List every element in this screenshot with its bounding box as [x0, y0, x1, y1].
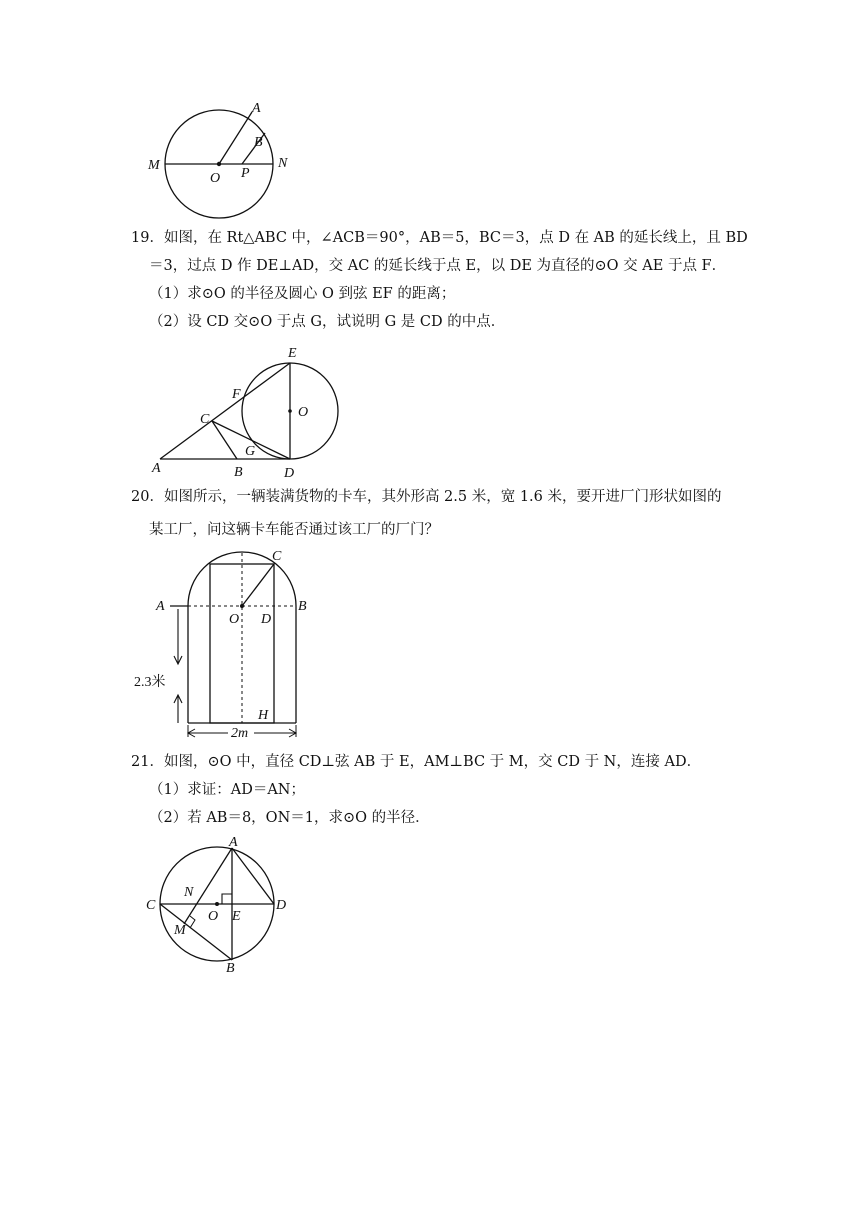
- label-b: B: [226, 961, 235, 976]
- label-o: O: [208, 909, 219, 924]
- label-b: B: [234, 465, 243, 480]
- label-g: G: [245, 444, 256, 459]
- q21-sub2: （2）若 AB＝8，ON＝1，求⊙O 的半径．: [149, 810, 430, 826]
- width-label: 2m: [231, 726, 249, 741]
- label-o: O: [210, 171, 221, 186]
- figure-triangle-circle: [148, 343, 348, 483]
- label-n: N: [278, 156, 288, 171]
- label-a: A: [152, 461, 161, 476]
- label-o: O: [229, 612, 240, 627]
- label-a: A: [229, 835, 238, 850]
- label-d: D: [276, 898, 287, 913]
- q19-sub1: （1）求⊙O 的半径及圆心 O 到弦 EF 的距离；: [149, 286, 456, 302]
- label-f: F: [232, 387, 241, 402]
- figure-factory-gate: [130, 545, 330, 745]
- q19-line1: 19．如图，在 Rt△ABC 中，∠ACB＝90°，AB＝5，BC＝3，点 D 在 AB 的延长线上，且 BD: [131, 230, 748, 246]
- label-b: B: [254, 135, 263, 150]
- label-o: O: [298, 405, 309, 420]
- q19-sub2: （2）设 CD 交⊙O 于点 G，试说明 G 是 CD 的中点．: [149, 314, 506, 330]
- label-c: C: [146, 898, 156, 913]
- label-e: E: [288, 346, 297, 361]
- label-e: E: [232, 909, 241, 924]
- q20-line2: 某工厂，问这辆卡车能否通过该工厂的厂门？: [149, 522, 439, 538]
- q21-line1: 21．如图，⊙O 中，直径 CD⊥弦 AB 于 E，AM⊥BC 于 M，交 CD 于 N，连接 AD．: [131, 754, 702, 770]
- label-n: N: [184, 885, 194, 900]
- figure-chord-diameter: [140, 836, 300, 976]
- label-p: P: [241, 166, 250, 181]
- label-c: C: [200, 412, 210, 427]
- label-d: D: [284, 466, 295, 481]
- label-h: H: [258, 708, 269, 723]
- height-label: 2.3米: [134, 675, 166, 690]
- label-d: D: [261, 612, 272, 627]
- label-a: A: [252, 101, 261, 116]
- figure-circle-mn: [140, 98, 310, 223]
- q20-line1: 20．如图所示，一辆装满货物的卡车，其外形高 2.5 米，宽 1.6 米，要开进厂门形状如图的: [131, 489, 722, 505]
- q19-line2: ＝3，过点 D 作 DE⊥AD，交 AC 的延长线于点 E，以 DE 为直径的⊙O 交 AE 于点 F．: [149, 258, 727, 274]
- q21-sub1: （1）求证：AD＝AN；: [149, 782, 305, 798]
- label-c: C: [272, 549, 282, 564]
- label-b: B: [298, 599, 307, 614]
- label-m: M: [174, 923, 186, 938]
- label-a: A: [156, 599, 165, 614]
- label-m: M: [148, 158, 160, 173]
